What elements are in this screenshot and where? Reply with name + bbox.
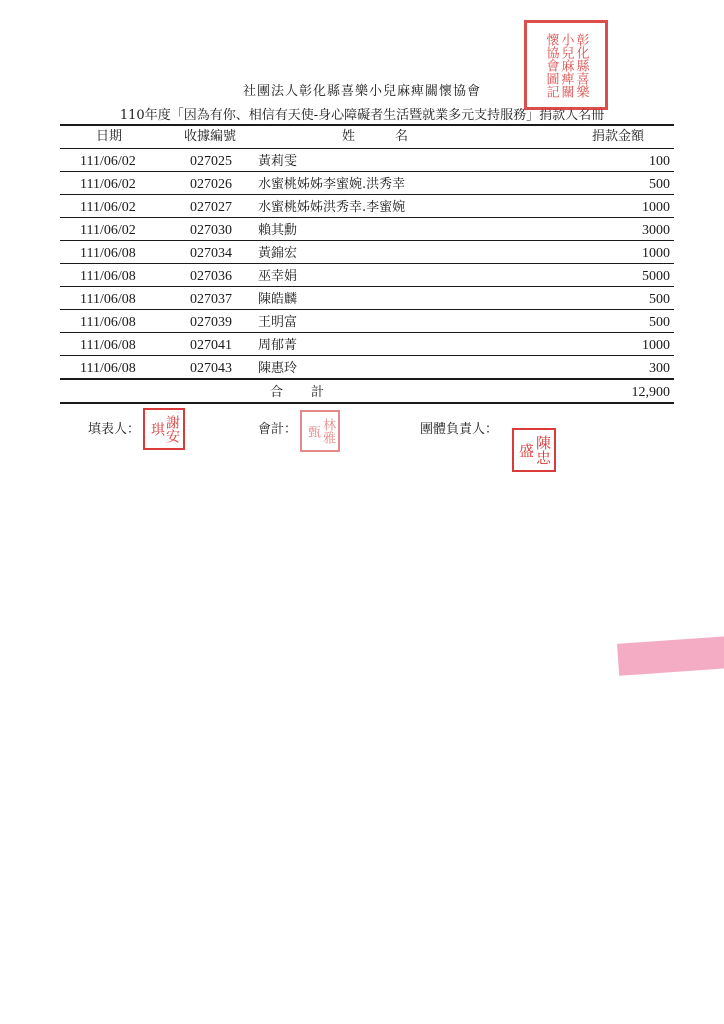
header-amount: 捐款金額: [591, 129, 644, 144]
table-header: [60, 126, 674, 149]
association-seal: 彰化縣喜樂小兒麻痺關懷協會圖記: [524, 20, 608, 110]
header-name: 姓名: [342, 129, 449, 144]
preparer-label: 填表人：: [88, 422, 141, 437]
org-name: 社團法人彰化縣喜樂小兒麻痺關懷協會: [242, 84, 481, 99]
row-date: 111/06/08: [80, 361, 136, 376]
row-date: 111/06/02: [80, 200, 136, 215]
row-name: 陳惠玲: [258, 361, 298, 376]
row-receipt: 027027: [190, 200, 232, 215]
row-name: 陳皓麟: [258, 292, 298, 307]
row-receipt: 027036: [190, 269, 232, 284]
row-date: 111/06/08: [80, 269, 136, 284]
row-name: 水蜜桃姊姊洪秀幸.李蜜婉: [258, 200, 406, 215]
row-name: 黃莉雯: [258, 154, 298, 169]
header-date: 日期: [96, 129, 123, 144]
row-date: 111/06/08: [80, 338, 136, 353]
table-row: [60, 172, 674, 195]
row-receipt: 027030: [190, 223, 232, 238]
accountant-label: 會計：: [258, 422, 298, 437]
row-receipt: 027026: [190, 177, 232, 192]
row-date: 111/06/08: [80, 315, 136, 330]
row-amount: 500: [649, 177, 670, 192]
row-amount: 100: [649, 154, 670, 169]
row-name: 賴其勳: [258, 223, 298, 238]
row-date: 111/06/02: [80, 223, 136, 238]
responsible-label: 團體負責人：: [420, 422, 499, 437]
table-row: [60, 195, 674, 218]
row-amount: 1000: [642, 246, 670, 261]
row-amount: 1000: [642, 200, 670, 215]
row-receipt: 027043: [190, 361, 232, 376]
row-name: 巫幸娟: [258, 269, 298, 284]
header-receipt: 收據編號: [184, 129, 237, 144]
accountant-stamp: 林雅甄: [300, 410, 340, 452]
row-amount: 300: [649, 361, 670, 376]
row-receipt: 027037: [190, 292, 232, 307]
total-amount: 12,900: [631, 385, 670, 400]
row-amount: 1000: [642, 338, 670, 353]
row-name: 黃錦宏: [258, 246, 298, 261]
table-row: [60, 310, 674, 333]
donor-table: [60, 124, 674, 404]
row-name: 周郁菁: [258, 338, 298, 353]
row-receipt: 027039: [190, 315, 232, 330]
table-row: [60, 287, 674, 310]
document-title: 110年度「因為有你、相信有天使-身心障礙者生活暨就業多元支持服務」捐款人名冊: [119, 108, 605, 123]
table-row: [60, 149, 674, 172]
total-label: 合計: [270, 385, 353, 400]
row-date: 111/06/02: [80, 154, 136, 169]
preparer-stamp: 謝安琪: [143, 408, 185, 450]
row-name: 王明富: [258, 315, 298, 330]
row-date: 111/06/02: [80, 177, 136, 192]
table-row: [60, 218, 674, 241]
row-receipt: 027041: [190, 338, 232, 353]
row-name: 水蜜桃姊姊李蜜婉.洪秀幸: [258, 177, 406, 192]
row-amount: 500: [649, 315, 670, 330]
row-amount: 500: [649, 292, 670, 307]
row-amount: 3000: [642, 223, 670, 238]
responsible-stamp: 陳忠盛: [512, 428, 556, 472]
row-date: 111/06/08: [80, 292, 136, 307]
row-date: 111/06/08: [80, 246, 136, 261]
table-row: [60, 333, 674, 356]
table-row: [60, 356, 674, 380]
total-row: [60, 380, 674, 404]
row-amount: 5000: [642, 269, 670, 284]
table-row: [60, 264, 674, 287]
row-receipt: 027034: [190, 246, 232, 261]
row-receipt: 027025: [190, 154, 232, 169]
table-row: [60, 241, 674, 264]
pink-tape-mark: [617, 636, 724, 676]
